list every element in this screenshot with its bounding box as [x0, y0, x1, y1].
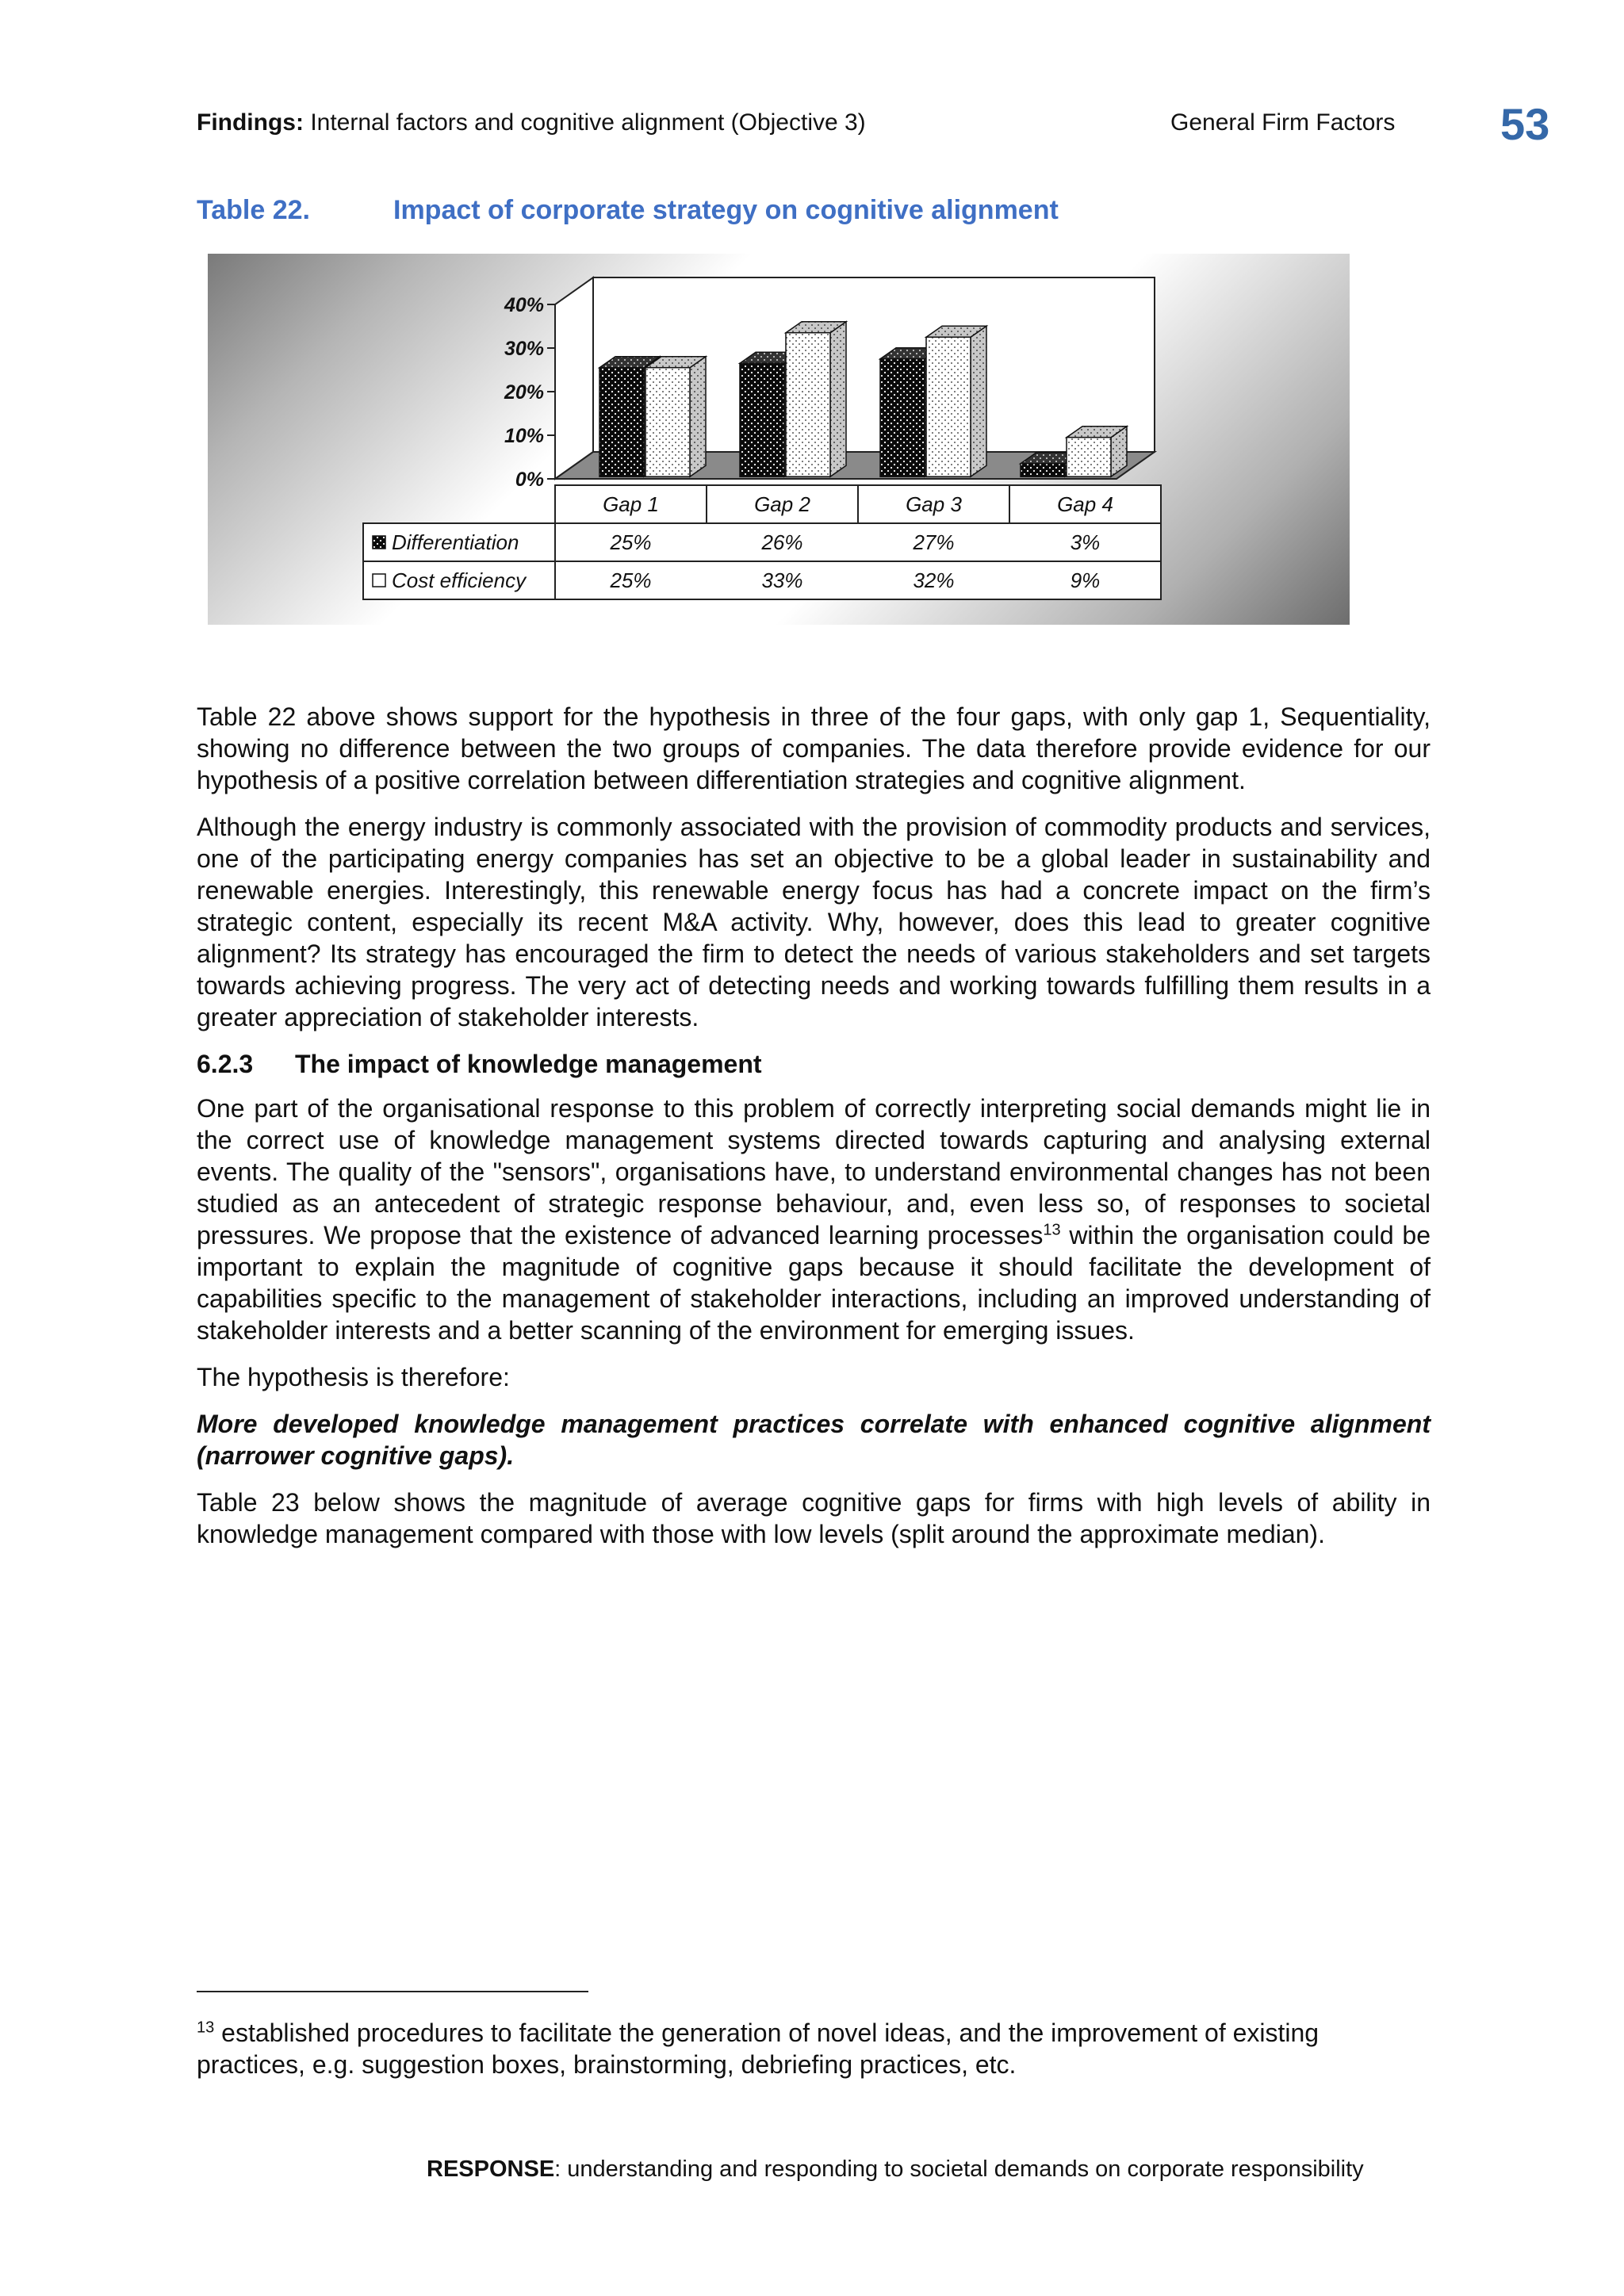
bar-front — [740, 363, 784, 476]
data-label: 33% — [761, 568, 803, 592]
hypothesis-statement: More developed knowledge management practices correlate with enhanced cognitive alignment (narrower cognitive gaps). — [197, 1410, 1431, 1470]
data-label: 25% — [610, 530, 652, 554]
footnote-marker: 13 — [197, 2019, 215, 2037]
page-number: 53 — [1500, 99, 1550, 149]
footnote — [197, 2017, 1431, 2080]
footer-text: : understanding and responding to societal demands on corporate responsibility — [554, 2156, 1364, 2182]
table-title: Impact of corporate strategy on cognitive alignment — [393, 195, 1059, 225]
legend-label: Differentiation — [392, 530, 519, 554]
table-caption — [197, 195, 1059, 226]
bar-side — [690, 357, 706, 477]
data-label: 9% — [1070, 568, 1101, 592]
bar-front — [880, 359, 925, 477]
bar-front — [926, 337, 971, 476]
legend-key — [373, 574, 385, 587]
legend-label: Cost efficiency — [392, 568, 527, 592]
bar-front — [786, 333, 830, 477]
paragraph: The hypothesis is therefore: — [197, 1363, 510, 1391]
paragraph-text: within the organisation could be important to explain the magnitude of cognitive gaps because it should facilitate the development of capabilities specific to the management of stakeholder interactions, including an improved understanding of stakeholder interests and a better scanning of the environment for emerging issues. — [197, 1221, 1431, 1345]
bar-front — [1021, 464, 1065, 477]
bar-chart — [208, 254, 1350, 625]
data-label: 26% — [761, 530, 803, 554]
data-label: 27% — [913, 530, 955, 554]
footer-project-name: RESPONSE — [427, 2156, 555, 2182]
running-header — [197, 109, 1429, 144]
chart-panel — [208, 254, 1350, 625]
legend-key — [373, 536, 385, 549]
running-footer — [427, 2156, 1364, 2183]
bar-cost-efficiency — [926, 326, 986, 476]
x-category-label: Gap 3 — [906, 492, 962, 516]
y-tick-label: 20% — [504, 381, 544, 404]
footnote-text: established procedures to facilitate the generation of novel ideas, and the improvement of existing practices, e.g. suggestion boxes, brainstorming, debriefing practices, etc. — [197, 2019, 1320, 2079]
footnote-reference[interactable]: 13 — [1043, 1221, 1061, 1239]
bar-cost-efficiency — [645, 357, 706, 477]
paragraph-text: One part of the organisational response to this problem of correctly interpreting social demands might lie in the correct use of knowledge management systems directed towards capturing and analysing external events. The quality of the "sensors", organisations have, to understand environmental changes has not been studied as an antecedent of strategic response behaviour, and, even less so, of responses to societal pressures. We propose that the existence of advanced learning processes — [197, 1094, 1431, 1249]
x-category-label: Gap 1 — [603, 492, 659, 516]
section-heading — [197, 1048, 1431, 1080]
table-number: Table 22. — [197, 195, 310, 225]
chart-side-wall — [555, 277, 593, 479]
bar-side — [971, 326, 986, 476]
body-text — [197, 701, 1431, 1565]
header-chapter-title: General Firm Factors — [1170, 109, 1396, 136]
y-tick-label: 0% — [515, 469, 544, 491]
bar-front — [1067, 438, 1111, 477]
paragraph: Although the energy industry is commonly associated with the provision of commodity products and services, one of the participating energy companies has set an objective to be a global leader in sustainability and renewable energies. Interestingly, this renewable energy focus has had a concrete impact on the firm’s strategic content, especially its recent M&A activity. Why, however, does this lead to greater cognitive alignment? Its strategy has encouraged the firm to detect the needs of various stakeholders and set targets towards achieving progress. The very act of detecting needs and working towards fulfilling them results in a greater appreciation of stakeholder interests. — [197, 813, 1431, 1031]
header-section-label: Findings: — [197, 109, 304, 136]
data-label: 32% — [913, 568, 955, 592]
bar-cost-efficiency — [1067, 427, 1127, 477]
header-section-text: Internal factors and cognitive alignment (Objective 3) — [303, 109, 866, 136]
data-label: 25% — [610, 568, 652, 592]
footnote-separator — [197, 1991, 588, 1992]
bar-side — [830, 322, 846, 477]
section-number: 6.2.3 — [197, 1050, 254, 1078]
data-label: 3% — [1070, 530, 1101, 554]
paragraph: Table 22 above shows support for the hypothesis in three of the four gaps, with only gap 1, Sequentiality, showing no difference between the two groups of companies. The data therefore provide evidence for our hypothesis of a positive correlation between differentiation strategies and cognitive alignment. — [197, 702, 1431, 794]
y-tick-label: 30% — [504, 338, 544, 360]
bar-cost-efficiency — [786, 322, 846, 477]
header-section-title — [197, 109, 866, 136]
x-category-label: Gap 2 — [754, 492, 810, 516]
x-category-label: Gap 4 — [1057, 492, 1113, 516]
section-title: The impact of knowledge management — [295, 1050, 762, 1078]
paragraph — [197, 1093, 1431, 1346]
y-tick-label: 40% — [504, 294, 544, 316]
bar-front — [645, 368, 690, 477]
bar-front — [599, 368, 644, 477]
paragraph: Table 23 below shows the magnitude of average cognitive gaps for firms with high levels of ability in knowledge management compared with those with low levels (split around the approximate median). — [197, 1488, 1431, 1548]
y-tick-label: 10% — [504, 425, 544, 447]
